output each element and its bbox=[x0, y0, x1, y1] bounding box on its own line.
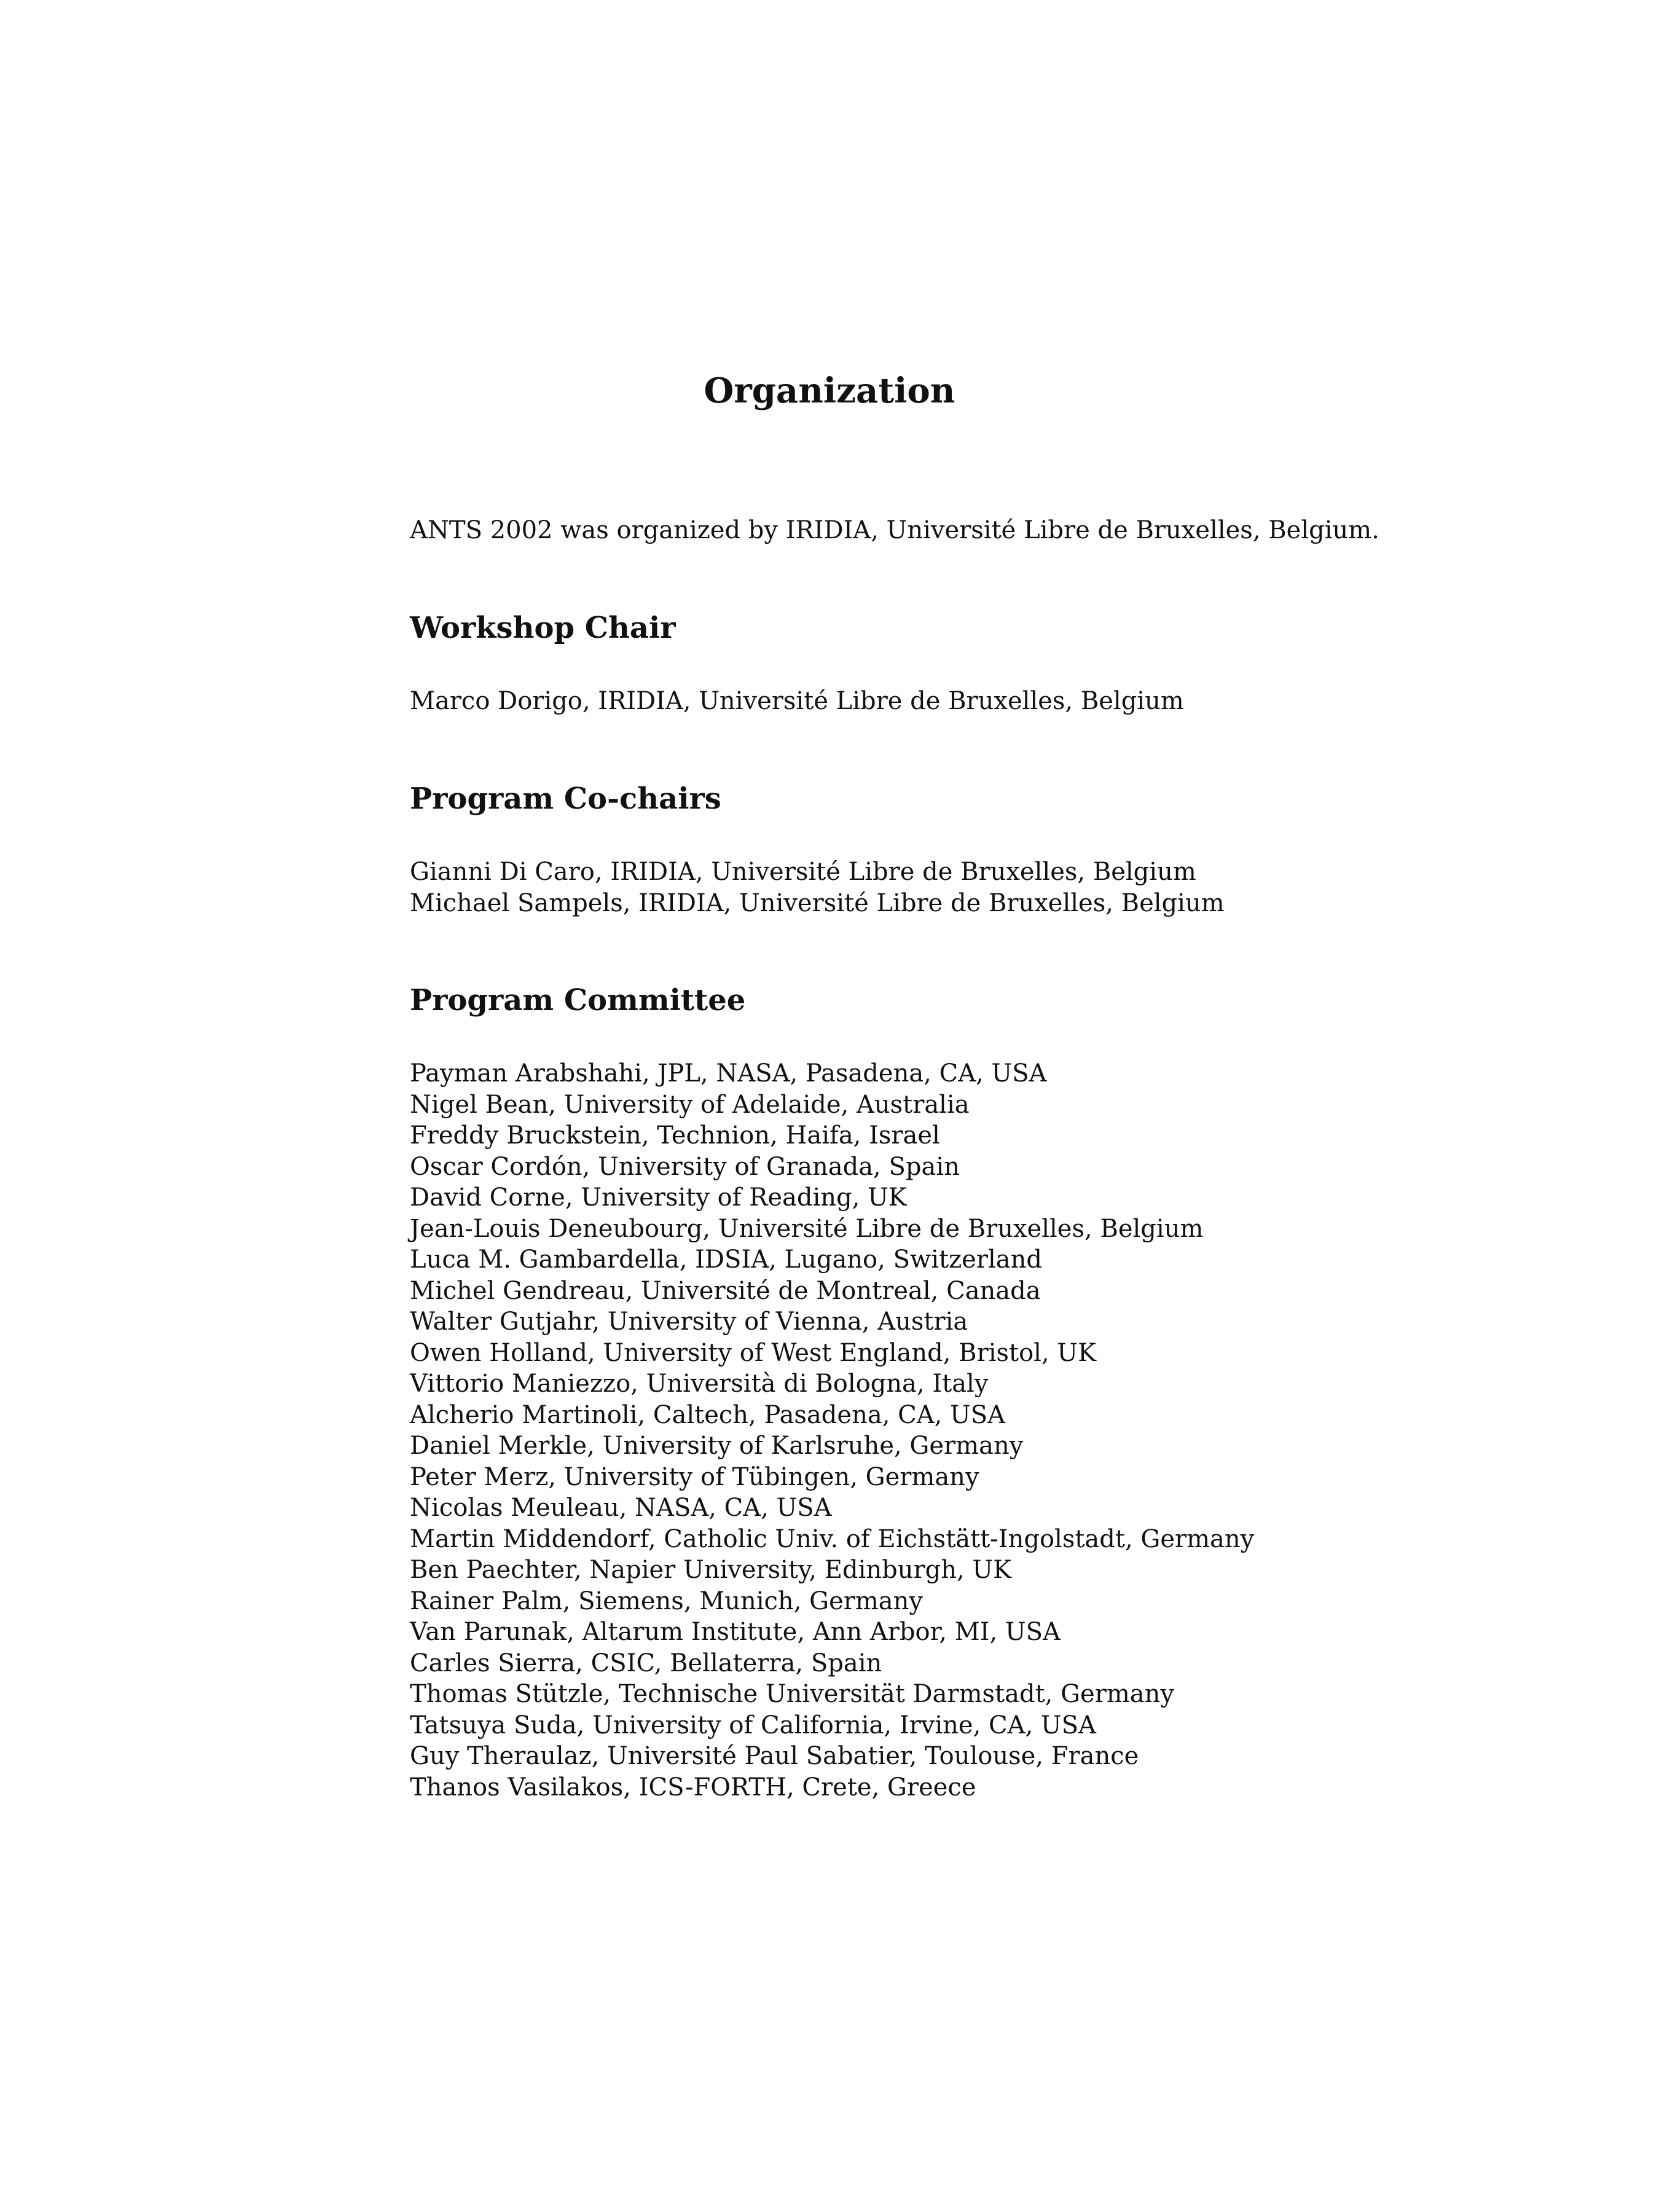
program-cochairs-heading: Program Co-chairs bbox=[410, 782, 721, 816]
member-entry: Owen Holland, University of West England, Bristol, UK bbox=[410, 1338, 1096, 1367]
program-cochairs-section bbox=[410, 779, 1516, 919]
workshop-chair-section bbox=[410, 608, 1516, 717]
member-entry: Ben Paechter, Napier University, Edinburgh, UK bbox=[410, 1556, 1012, 1584]
workshop-chair-list bbox=[410, 686, 1516, 717]
member-entry: Michael Sampels, IRIDIA, Université Libre de Bruxelles, Belgium bbox=[410, 888, 1225, 917]
member-entry: Michel Gendreau, Université de Montreal, Canada bbox=[410, 1276, 1041, 1305]
workshop-chair-heading: Workshop Chair bbox=[410, 611, 676, 645]
intro-text: ANTS 2002 was organized by IRIDIA, Université Libre de Bruxelles, Belgium. bbox=[410, 516, 1379, 544]
program-committee-heading: Program Committee bbox=[410, 983, 746, 1018]
member-entry: Carles Sierra, CSIC, Bellaterra, Spain bbox=[410, 1649, 882, 1677]
member-entry: Daniel Merkle, University of Karlsruhe, Germany bbox=[410, 1432, 1024, 1460]
member-entry: Luca M. Gambardella, IDSIA, Lugano, Switzerland bbox=[410, 1245, 1042, 1274]
member-entry: Nicolas Meuleau, NASA, CA, USA bbox=[410, 1494, 832, 1522]
page-title: Organization bbox=[704, 371, 955, 411]
member-entry: Gianni Di Caro, IRIDIA, Université Libre de Bruxelles, Belgium bbox=[410, 858, 1196, 886]
member-entry: Guy Theraulaz, Université Paul Sabatier, Toulouse, France bbox=[410, 1742, 1139, 1770]
member-entry: Oscar Cordón, University of Granada, Spain bbox=[410, 1152, 960, 1181]
member-entry: David Corne, University of Reading, UK bbox=[410, 1183, 907, 1212]
member-entry: Martin Middendorf, Catholic Univ. of Eichstätt-Ingolstadt, Germany bbox=[410, 1524, 1255, 1553]
program-committee-section bbox=[410, 981, 1516, 1803]
member-entry: Jean-Louis Deneubourg, Université Libre de Bruxelles, Belgium bbox=[410, 1214, 1204, 1243]
member-entry: Tatsuya Suda, University of California, Irvine, CA, USA bbox=[410, 1711, 1096, 1739]
member-entry: Freddy Bruckstein, Technion, Haifa, Israel bbox=[410, 1121, 940, 1150]
member-entry: Walter Gutjahr, University of Vienna, Austria bbox=[410, 1308, 968, 1336]
program-cochairs-list bbox=[410, 857, 1516, 919]
member-entry: Thanos Vasilakos, ICS-FORTH, Crete, Greece bbox=[410, 1773, 976, 1802]
member-entry: Thomas Stützle, Technische Universität Darmstadt, Germany bbox=[410, 1680, 1174, 1708]
member-entry: Nigel Bean, University of Adelaide, Australia bbox=[410, 1090, 970, 1119]
program-committee-list bbox=[410, 1058, 1516, 1803]
member-entry: Van Parunak, Altarum Institute, Ann Arbor, MI, USA bbox=[410, 1618, 1061, 1646]
member-entry: Alcherio Martinoli, Caltech, Pasadena, CA, USA bbox=[410, 1400, 1006, 1429]
member-entry: Peter Merz, University of Tübingen, Germany bbox=[410, 1462, 979, 1491]
member-entry: Vittorio Maniezzo, Università di Bologna, Italy bbox=[410, 1370, 989, 1398]
member-entry: Payman Arabshahi, JPL, NASA, Pasadena, CA, USA bbox=[410, 1059, 1047, 1088]
member-entry: Marco Dorigo, IRIDIA, Université Libre de Bruxelles, Belgium bbox=[410, 687, 1184, 715]
member-entry: Rainer Palm, Siemens, Munich, Germany bbox=[410, 1586, 923, 1615]
